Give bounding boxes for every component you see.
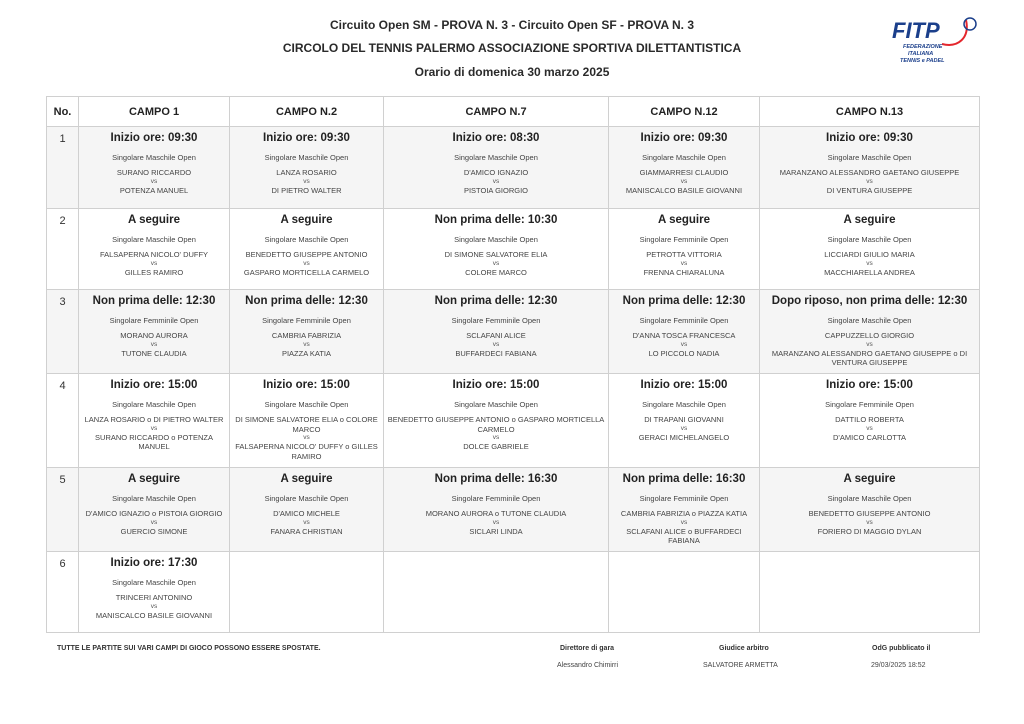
versus-label: vs xyxy=(492,259,500,267)
player-2: DOLCE GABRIELE xyxy=(463,442,529,451)
versus-label: vs xyxy=(150,518,158,526)
versus-label: vs xyxy=(866,424,873,432)
player-1: LANZA ROSARIO xyxy=(276,168,337,177)
footer-note: TUTTE LE PARTITE SUI VARI CAMPI DI GIOCO POSSONO ESSERE SPOSTATE. xyxy=(57,645,321,652)
match-category: Singolare Maschile Open xyxy=(264,400,349,409)
match-time: Inizio ore: 09:30 xyxy=(826,132,913,144)
match-time: A seguire xyxy=(843,214,896,226)
versus-label: vs xyxy=(150,340,158,348)
match-time: Inizio ore: 08:30 xyxy=(452,132,540,144)
match-time: A seguire xyxy=(658,214,710,226)
row-number: 1 xyxy=(47,127,79,209)
player-2: FANARA CHRISTIAN xyxy=(270,526,343,536)
versus-label: vs xyxy=(492,340,500,348)
match-category: Singolare Maschile Open xyxy=(827,494,912,503)
match-time: Non prima delle: 12:30 xyxy=(622,295,746,307)
player-1: D'AMICO IGNAZIO o PISTOIA GIORGIO xyxy=(85,509,223,518)
match-cell xyxy=(609,127,760,209)
versus-label: vs xyxy=(150,177,158,185)
player-1: DI SIMONE SALVATORE ELIA o COLORE MARCO xyxy=(235,415,378,434)
row-number: 4 xyxy=(47,374,79,468)
col-header-campo-12: CAMPO N.12 xyxy=(609,97,760,127)
director-label: Direttore di gara xyxy=(560,645,615,652)
player-1: PETROTTA VITTORIA xyxy=(646,250,722,259)
player-1: BENEDETTO GIUSEPPE ANTONIO o GASPARO MORTICELLA CARMELO xyxy=(387,415,605,434)
match-cell xyxy=(230,290,384,374)
player-1: D'ANNA TOSCA FRANCESCA xyxy=(632,331,736,340)
club-name: CIRCOLO DEL TENNIS PALERMO ASSOCIAZIONE SPORTIVA DILETTANTISTICA xyxy=(282,41,742,55)
player-2: COLORE MARCO xyxy=(465,267,527,277)
match-category: Singolare Maschile Open xyxy=(112,400,196,409)
player-2: MARANZANO ALESSANDRO GAETANO GIUSEPPE o DI VENTURA GIUSEPPE xyxy=(771,348,968,367)
match-cell xyxy=(609,290,760,374)
table-row xyxy=(47,374,980,468)
versus-label: vs xyxy=(680,177,688,185)
match-cell xyxy=(760,374,980,468)
player-1: D'AMICO IGNAZIO xyxy=(463,168,529,177)
match-category: Singolare Femminile Open xyxy=(639,316,729,325)
match-time: A seguire xyxy=(128,214,180,226)
match-time: Inizio ore: 15:00 xyxy=(452,379,540,391)
match-time: Non prima delle: 16:30 xyxy=(622,473,746,485)
player-2: PIAZZA KATIA xyxy=(281,348,332,358)
match-cell xyxy=(79,374,230,468)
player-2: SURANO RICCARDO o POTENZA MANUEL xyxy=(95,432,213,451)
match-cell xyxy=(79,127,230,209)
match-time: Non prima delle: 12:30 xyxy=(434,295,558,307)
match-time: A seguire xyxy=(843,473,896,485)
row-number: 5 xyxy=(47,468,79,552)
versus-label: vs xyxy=(303,259,310,267)
player-2: FORIERO DI MAGGIO DYLAN xyxy=(817,526,922,536)
player-1: MORANO AURORA xyxy=(120,331,188,340)
logo-subtitle-1: FEDERAZIONE xyxy=(903,44,943,50)
match-time: Inizio ore: 17:30 xyxy=(110,557,198,569)
col-header-campo-7: CAMPO N.7 xyxy=(384,97,609,127)
schedule-table xyxy=(46,96,980,633)
col-header-campo-13: CAMPO N.13 xyxy=(760,97,980,127)
match-category: Singolare Maschile Open xyxy=(454,235,538,244)
match-cell xyxy=(609,209,760,290)
match-cell xyxy=(79,290,230,374)
match-category: Singolare Femminile Open xyxy=(825,400,914,409)
match-category: Singolare Maschile Open xyxy=(264,235,349,244)
match-category: Singolare Maschile Open xyxy=(827,316,912,325)
match-category: Singolare Maschile Open xyxy=(112,494,196,503)
table-row xyxy=(47,468,980,552)
row-number: 6 xyxy=(47,552,79,633)
match-category: Singolare Maschile Open xyxy=(112,578,196,587)
referee-value: SALVATORE ARMETTA xyxy=(703,662,778,669)
match-cell xyxy=(230,127,384,209)
player-2: GUERCIO SIMONE xyxy=(120,526,188,536)
fitp-logo-graphic xyxy=(870,14,980,68)
player-1: CAMBRIA FABRIZIA xyxy=(271,331,342,340)
player-2: FRENNA CHIARALUNA xyxy=(643,267,725,277)
match-cell xyxy=(384,127,609,209)
match-cell xyxy=(384,468,609,552)
player-2: MANISCALCO BASILE GIOVANNI xyxy=(95,610,213,620)
logo-text: FITP xyxy=(892,18,940,43)
versus-label: vs xyxy=(303,340,310,348)
col-header-campo-2: CAMPO N.2 xyxy=(230,97,384,127)
player-1: CAMBRIA FABRIZIA o PIAZZA KATIA xyxy=(620,509,748,518)
versus-label: vs xyxy=(150,424,158,432)
match-cell xyxy=(79,552,230,633)
row-number: 2 xyxy=(47,209,79,290)
match-cell xyxy=(230,209,384,290)
table-row xyxy=(47,552,980,633)
player-1: MARANZANO ALESSANDRO GAETANO GIUSEPPE xyxy=(779,168,960,177)
match-cell xyxy=(609,468,760,552)
match-cell xyxy=(384,209,609,290)
player-2: D'AMICO CARLOTTA xyxy=(833,432,906,442)
match-cell xyxy=(230,468,384,552)
player-2: LO PICCOLO NADIA xyxy=(648,348,720,358)
player-1: BENEDETTO GIUSEPPE ANTONIO xyxy=(245,250,368,259)
player-2: GASPARO MORTICELLA CARMELO xyxy=(243,267,370,277)
published-label: OdG pubblicato il xyxy=(872,645,931,652)
match-cell xyxy=(609,552,760,633)
director-value: Alessandro Chimirri xyxy=(557,662,619,669)
tournament-title: Circuito Open SM - PROVA N. 3 - Circuito Open SF - PROVA N. 3 xyxy=(329,18,695,32)
player-1: SURANO RICCARDO xyxy=(116,168,192,177)
player-1: MORANO AURORA o TUTONE CLAUDIA xyxy=(425,509,567,518)
player-2: FALSAPERNA NICOLO' DUFFY o GILLES RAMIRO xyxy=(235,442,378,461)
col-header-no: No. xyxy=(47,97,79,127)
match-cell xyxy=(609,374,760,468)
versus-label: vs xyxy=(680,518,688,526)
match-time: Inizio ore: 09:30 xyxy=(110,132,198,144)
col-header-campo-1: CAMPO 1 xyxy=(79,97,230,127)
logo-subtitle-2: ITALIANA xyxy=(908,51,934,57)
player-1: GIAMMARRESI CLAUDIO xyxy=(639,168,729,177)
match-cell xyxy=(384,374,609,468)
match-cell xyxy=(760,468,980,552)
versus-label: vs xyxy=(680,424,688,432)
match-time: Non prima delle: 16:30 xyxy=(434,473,558,485)
versus-label: vs xyxy=(492,434,500,441)
table-header-row xyxy=(47,97,980,127)
match-category: Singolare Maschile Open xyxy=(827,153,912,162)
match-time: Inizio ore: 15:00 xyxy=(826,379,913,391)
versus-label: vs xyxy=(866,177,873,185)
match-category: Singolare Maschile Open xyxy=(642,153,726,162)
match-cell xyxy=(760,127,980,209)
versus-label: vs xyxy=(150,259,158,267)
player-1: LICCIARDI GIULIO MARIA xyxy=(824,250,915,259)
match-cell xyxy=(760,209,980,290)
versus-label: vs xyxy=(150,602,158,610)
versus-label: vs xyxy=(492,177,500,185)
player-1: D'AMICO MICHELE xyxy=(273,509,340,518)
player-1: DI SIMONE SALVATORE ELIA xyxy=(444,250,548,259)
match-time: Non prima delle: 12:30 xyxy=(92,295,216,307)
match-category: Singolare Maschile Open xyxy=(264,153,349,162)
match-cell xyxy=(384,552,609,633)
match-category: Singolare Femminile Open xyxy=(262,316,351,325)
player-1: FALSAPERNA NICOLO' DUFFY xyxy=(99,250,209,259)
player-1: BENEDETTO GIUSEPPE ANTONIO xyxy=(808,509,931,518)
match-time: A seguire xyxy=(280,214,333,226)
player-2: PISTOIA GIORGIO xyxy=(463,185,529,195)
player-2: SCLAFANI ALICE o BUFFARDECI FABIANA xyxy=(626,526,742,545)
versus-label: vs xyxy=(866,259,873,267)
match-cell xyxy=(79,468,230,552)
match-category: Singolare Femminile Open xyxy=(639,494,729,503)
player-2: DI VENTURA GIUSEPPE xyxy=(826,185,913,195)
player-1: DI TRAPANI GIOVANNI xyxy=(644,415,724,424)
match-time: A seguire xyxy=(128,473,180,485)
player-2: SICLARI LINDA xyxy=(469,526,523,536)
versus-label: vs xyxy=(866,518,873,526)
player-2: GILLES RAMIRO xyxy=(124,267,184,277)
match-cell xyxy=(79,209,230,290)
versus-label: vs xyxy=(866,340,873,348)
match-time: Inizio ore: 15:00 xyxy=(110,379,198,391)
match-time: Dopo riposo, non prima delle: 12:30 xyxy=(771,295,968,307)
match-category: Singolare Femminile Open xyxy=(109,316,199,325)
logo-subtitle-3: TENNIS e PADEL xyxy=(900,58,945,64)
match-cell xyxy=(760,290,980,374)
match-cell xyxy=(230,552,384,633)
match-time: Inizio ore: 15:00 xyxy=(263,379,350,391)
match-cell xyxy=(384,290,609,374)
fitp-logo xyxy=(870,14,980,68)
match-time: Non prima delle: 12:30 xyxy=(245,295,368,307)
match-category: Singolare Maschile Open xyxy=(264,494,349,503)
table-row xyxy=(47,127,980,209)
match-category: Singolare Maschile Open xyxy=(454,153,538,162)
match-cell xyxy=(760,552,980,633)
match-category: Singolare Maschile Open xyxy=(112,153,196,162)
schedule-date: Orario di domenica 30 marzo 2025 xyxy=(414,65,610,79)
match-category: Singolare Femminile Open xyxy=(639,235,729,244)
match-time: A seguire xyxy=(280,473,333,485)
versus-label: vs xyxy=(680,259,688,267)
table-row xyxy=(47,209,980,290)
versus-label: vs xyxy=(492,518,500,526)
match-time: Inizio ore: 09:30 xyxy=(263,132,350,144)
player-1: LANZA ROSARIO o DI PIETRO WALTER xyxy=(84,415,224,424)
match-time: Non prima delle: 10:30 xyxy=(434,214,558,226)
player-2: TUTONE CLAUDIA xyxy=(121,348,187,358)
player-2: GERACI MICHELANGELO xyxy=(638,432,730,442)
match-category: Singolare Maschile Open xyxy=(827,235,912,244)
player-2: DI PIETRO WALTER xyxy=(271,185,342,195)
row-number: 3 xyxy=(47,290,79,374)
player-2: POTENZA MANUEL xyxy=(119,185,189,195)
player-1: CAPPUZZELLO GIORGIO xyxy=(824,331,915,340)
versus-label: vs xyxy=(303,177,310,185)
referee-label: Giudice arbitro xyxy=(719,645,769,652)
player-2: MACCHIARELLA ANDREA xyxy=(824,267,915,277)
player-2: BUFFARDECI FABIANA xyxy=(455,348,537,358)
match-time: Inizio ore: 15:00 xyxy=(640,379,728,391)
versus-label: vs xyxy=(303,518,310,526)
player-1: TRINCERI ANTONINO xyxy=(115,593,193,602)
match-category: Singolare Maschile Open xyxy=(454,400,538,409)
table-row xyxy=(47,290,980,374)
match-time: Inizio ore: 09:30 xyxy=(640,132,728,144)
versus-label: vs xyxy=(303,434,310,441)
player-2: MANISCALCO BASILE GIOVANNI xyxy=(625,185,743,195)
match-category: Singolare Femminile Open xyxy=(451,316,541,325)
versus-label: vs xyxy=(680,340,688,348)
match-cell xyxy=(230,374,384,468)
match-category: Singolare Maschile Open xyxy=(642,400,726,409)
player-1: SCLAFANI ALICE xyxy=(466,331,526,340)
match-category: Singolare Maschile Open xyxy=(112,235,196,244)
match-category: Singolare Femminile Open xyxy=(451,494,541,503)
player-1: DATTILO ROBERTA xyxy=(835,415,904,424)
published-value: 29/03/2025 18:52 xyxy=(871,662,926,669)
